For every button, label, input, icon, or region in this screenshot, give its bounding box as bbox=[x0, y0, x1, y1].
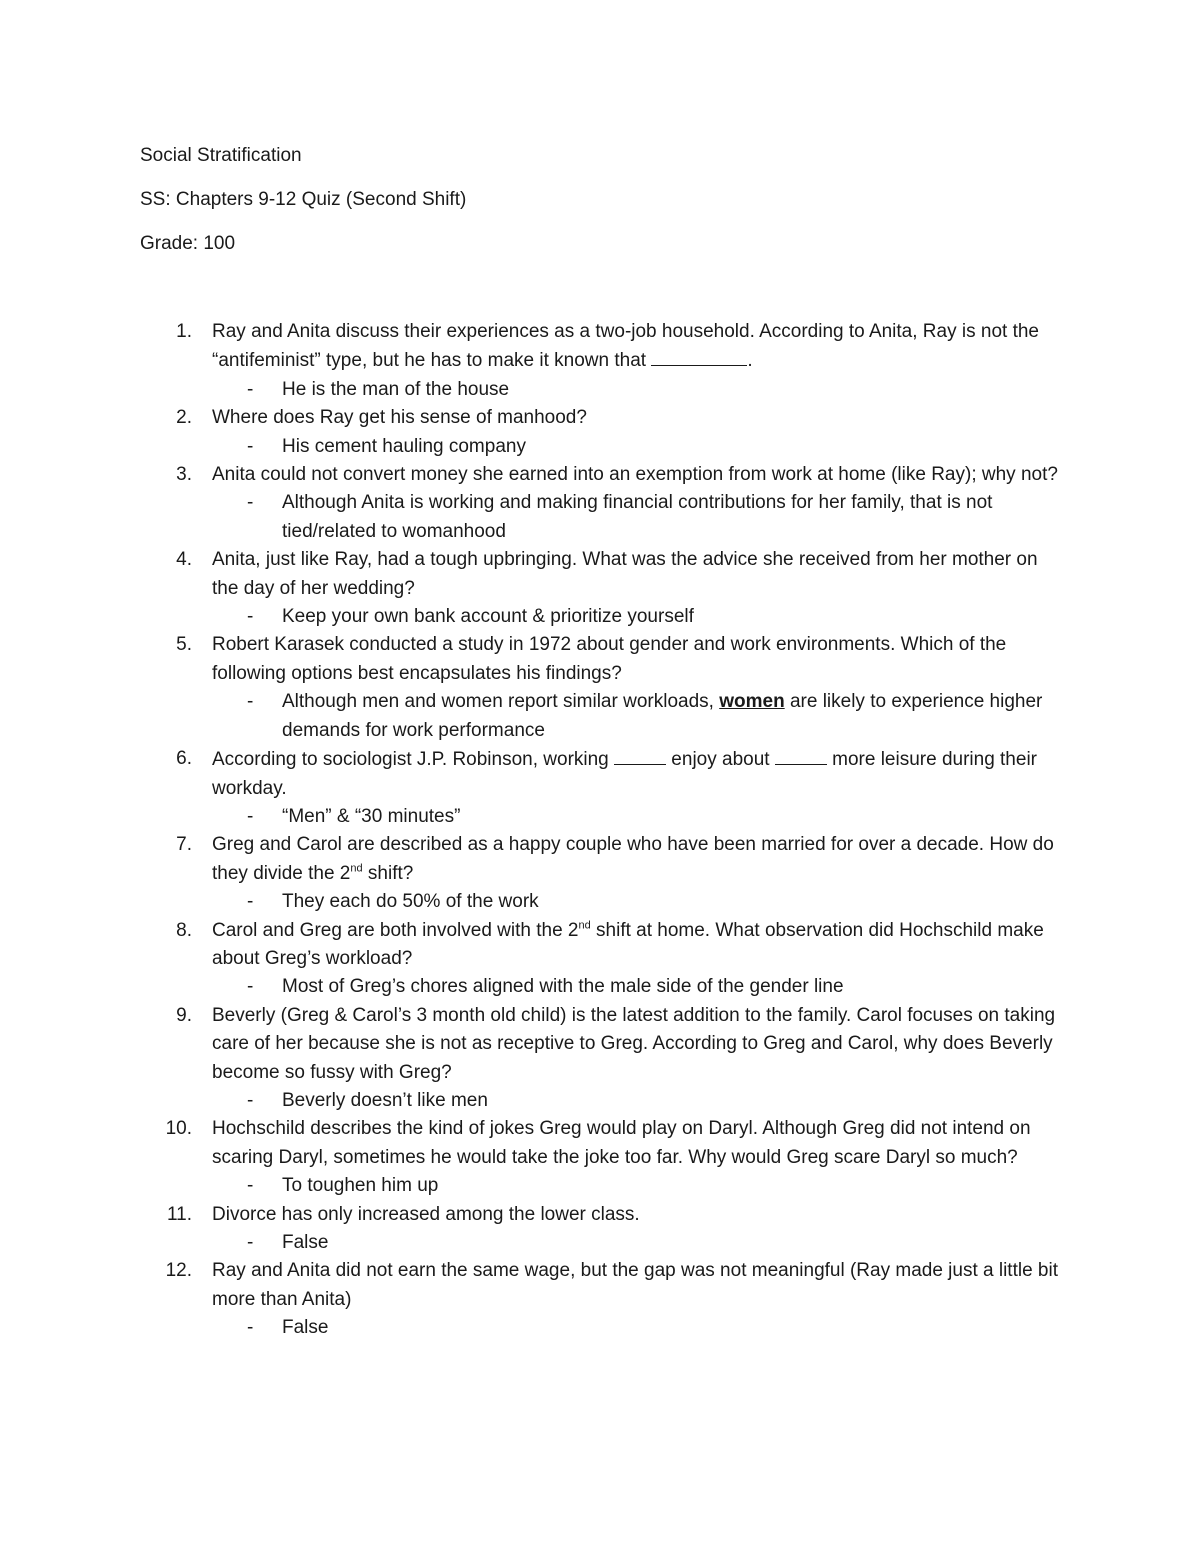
question-number: 8. bbox=[176, 919, 192, 941]
bullet-dash: - bbox=[247, 492, 254, 514]
bullet-dash: - bbox=[247, 1089, 254, 1111]
course-title: Social Stratification bbox=[140, 145, 302, 166]
answer-line bbox=[212, 1087, 1060, 1115]
question-item bbox=[140, 831, 1060, 916]
bullet-dash: - bbox=[247, 435, 254, 457]
question-text: Anita, just like Ray, had a tough upbringing. What was the advice she received from her mother on the day of her wedding? bbox=[212, 549, 1038, 599]
question-item bbox=[140, 1201, 1060, 1258]
question-number: 7. bbox=[176, 834, 192, 856]
question-number: 1. bbox=[176, 321, 192, 342]
answer-line bbox=[212, 803, 1060, 831]
bullet-dash: - bbox=[247, 1232, 254, 1253]
answer-line bbox=[212, 973, 1060, 1001]
answer-line bbox=[212, 888, 1060, 916]
question-item bbox=[140, 404, 1060, 461]
answer-text: They each do 50% of the work bbox=[282, 891, 539, 913]
answer-text: Most of Greg’s chores aligned with the male side of the gender line bbox=[282, 976, 844, 998]
bullet-dash: - bbox=[247, 805, 254, 827]
bullet-dash: - bbox=[247, 976, 254, 998]
question-item bbox=[140, 631, 1060, 745]
ordinal-suffix: nd bbox=[578, 919, 591, 932]
question-item bbox=[140, 461, 1060, 546]
document-header bbox=[140, 142, 466, 274]
question-text: Beverly (Greg & Carol’s 3 month old child) is the latest addition to the family. Carol focuses on taking care of her because she is not as receptive to Greg. According to Greg and Carol, why does Beverly become so fussy with Greg? bbox=[212, 1004, 1056, 1083]
answer-line bbox=[212, 376, 1060, 404]
answer-text: Keep your own bank account & prioritize yourself bbox=[282, 606, 694, 628]
answer-text: False bbox=[282, 1317, 329, 1339]
answer-line bbox=[212, 489, 1060, 546]
emphasized-word: women bbox=[719, 691, 785, 713]
question-item bbox=[140, 917, 1060, 1002]
quiz-title: SS: Chapters 9-12 Quiz (Second Shift) bbox=[140, 189, 467, 210]
question-text: Greg and Carol are described as a happy couple who have been married for over a decade. How do they divide the 2nd shift? bbox=[212, 834, 1054, 884]
answer-line bbox=[212, 433, 1060, 461]
bullet-dash: - bbox=[247, 1317, 254, 1339]
question-text: Robert Karasek conducted a study in 1972 about gender and work environments. Which of the following options best encapsulates his findings? bbox=[212, 634, 1007, 684]
bullet-dash: - bbox=[247, 691, 254, 713]
question-text: Divorce has only increased among the lower class. bbox=[212, 1203, 640, 1225]
answer-text: To toughen him up bbox=[282, 1175, 439, 1197]
question-item bbox=[140, 1257, 1060, 1342]
question-item bbox=[140, 1002, 1060, 1116]
answer-text: He is the man of the house bbox=[282, 378, 510, 400]
question-item bbox=[140, 318, 1060, 404]
answer-line bbox=[212, 1229, 1060, 1257]
question-text: According to sociologist J.P. Robinson, working enjoy about more leisure during their workday. bbox=[212, 745, 1060, 803]
answer-line bbox=[212, 1172, 1060, 1200]
question-item bbox=[140, 745, 1060, 831]
question-text: Hochschild describes the kind of jokes Greg would play on Daryl. Although Greg did not intend on scaring Daryl, sometimes he would take the joke too far. Why would Greg scare Daryl so much? bbox=[212, 1118, 1031, 1168]
answer-blank bbox=[775, 745, 827, 765]
question-text: Carol and Greg are both involved with the 2nd shift at home. What observation did Hochschild make about Greg’s workload? bbox=[212, 919, 1044, 969]
answer-text: His cement hauling company bbox=[282, 435, 526, 457]
question-list bbox=[140, 318, 1060, 1343]
answer-text: Although men and women report similar workloads, women are likely to experience higher demands for work performance bbox=[282, 691, 1043, 741]
bullet-dash: - bbox=[247, 1175, 254, 1197]
question-number: 6. bbox=[176, 748, 192, 770]
answer-text: “Men” & “30 minutes” bbox=[282, 805, 461, 827]
answer-line bbox=[212, 688, 1060, 745]
grade-line: Grade: 100 bbox=[140, 233, 236, 254]
question-text: Ray and Anita discuss their experiences as a two-job household. According to Anita, Ray is not the “antifeminist” type, but he has to make it known that . bbox=[212, 321, 1039, 372]
question-number: 3. bbox=[176, 464, 192, 486]
bullet-dash: - bbox=[247, 606, 254, 628]
answer-text: Beverly doesn’t like men bbox=[282, 1089, 488, 1111]
question-number: 4. bbox=[176, 549, 192, 571]
question-item bbox=[140, 1115, 1060, 1200]
answer-blank bbox=[614, 745, 666, 765]
answer-line bbox=[212, 603, 1060, 631]
answer-blank bbox=[651, 346, 747, 366]
bullet-dash: - bbox=[247, 891, 254, 913]
answer-text: Although Anita is working and making financial contributions for her family, that is not tied/related to womanhood bbox=[282, 492, 993, 542]
question-number: 5. bbox=[176, 634, 192, 656]
question-number: 9. bbox=[176, 1004, 192, 1026]
question-number: 11. bbox=[166, 1203, 192, 1225]
answer-line bbox=[212, 1314, 1060, 1342]
question-item bbox=[140, 546, 1060, 631]
question-text: Ray and Anita did not earn the same wage, but the gap was not meaningful (Ray made just a little bit more than Anita) bbox=[212, 1260, 1059, 1310]
question-text: Where does Ray get his sense of manhood? bbox=[212, 407, 587, 429]
question-number: 10. bbox=[165, 1118, 192, 1140]
ordinal-suffix: nd bbox=[350, 862, 363, 875]
question-number: 2. bbox=[176, 407, 192, 429]
question-number: 12. bbox=[165, 1260, 192, 1282]
question-text: Anita could not convert money she earned into an exemption from work at home (like Ray); why not? bbox=[212, 464, 1058, 486]
answer-text: False bbox=[282, 1232, 329, 1253]
bullet-dash: - bbox=[247, 378, 254, 400]
